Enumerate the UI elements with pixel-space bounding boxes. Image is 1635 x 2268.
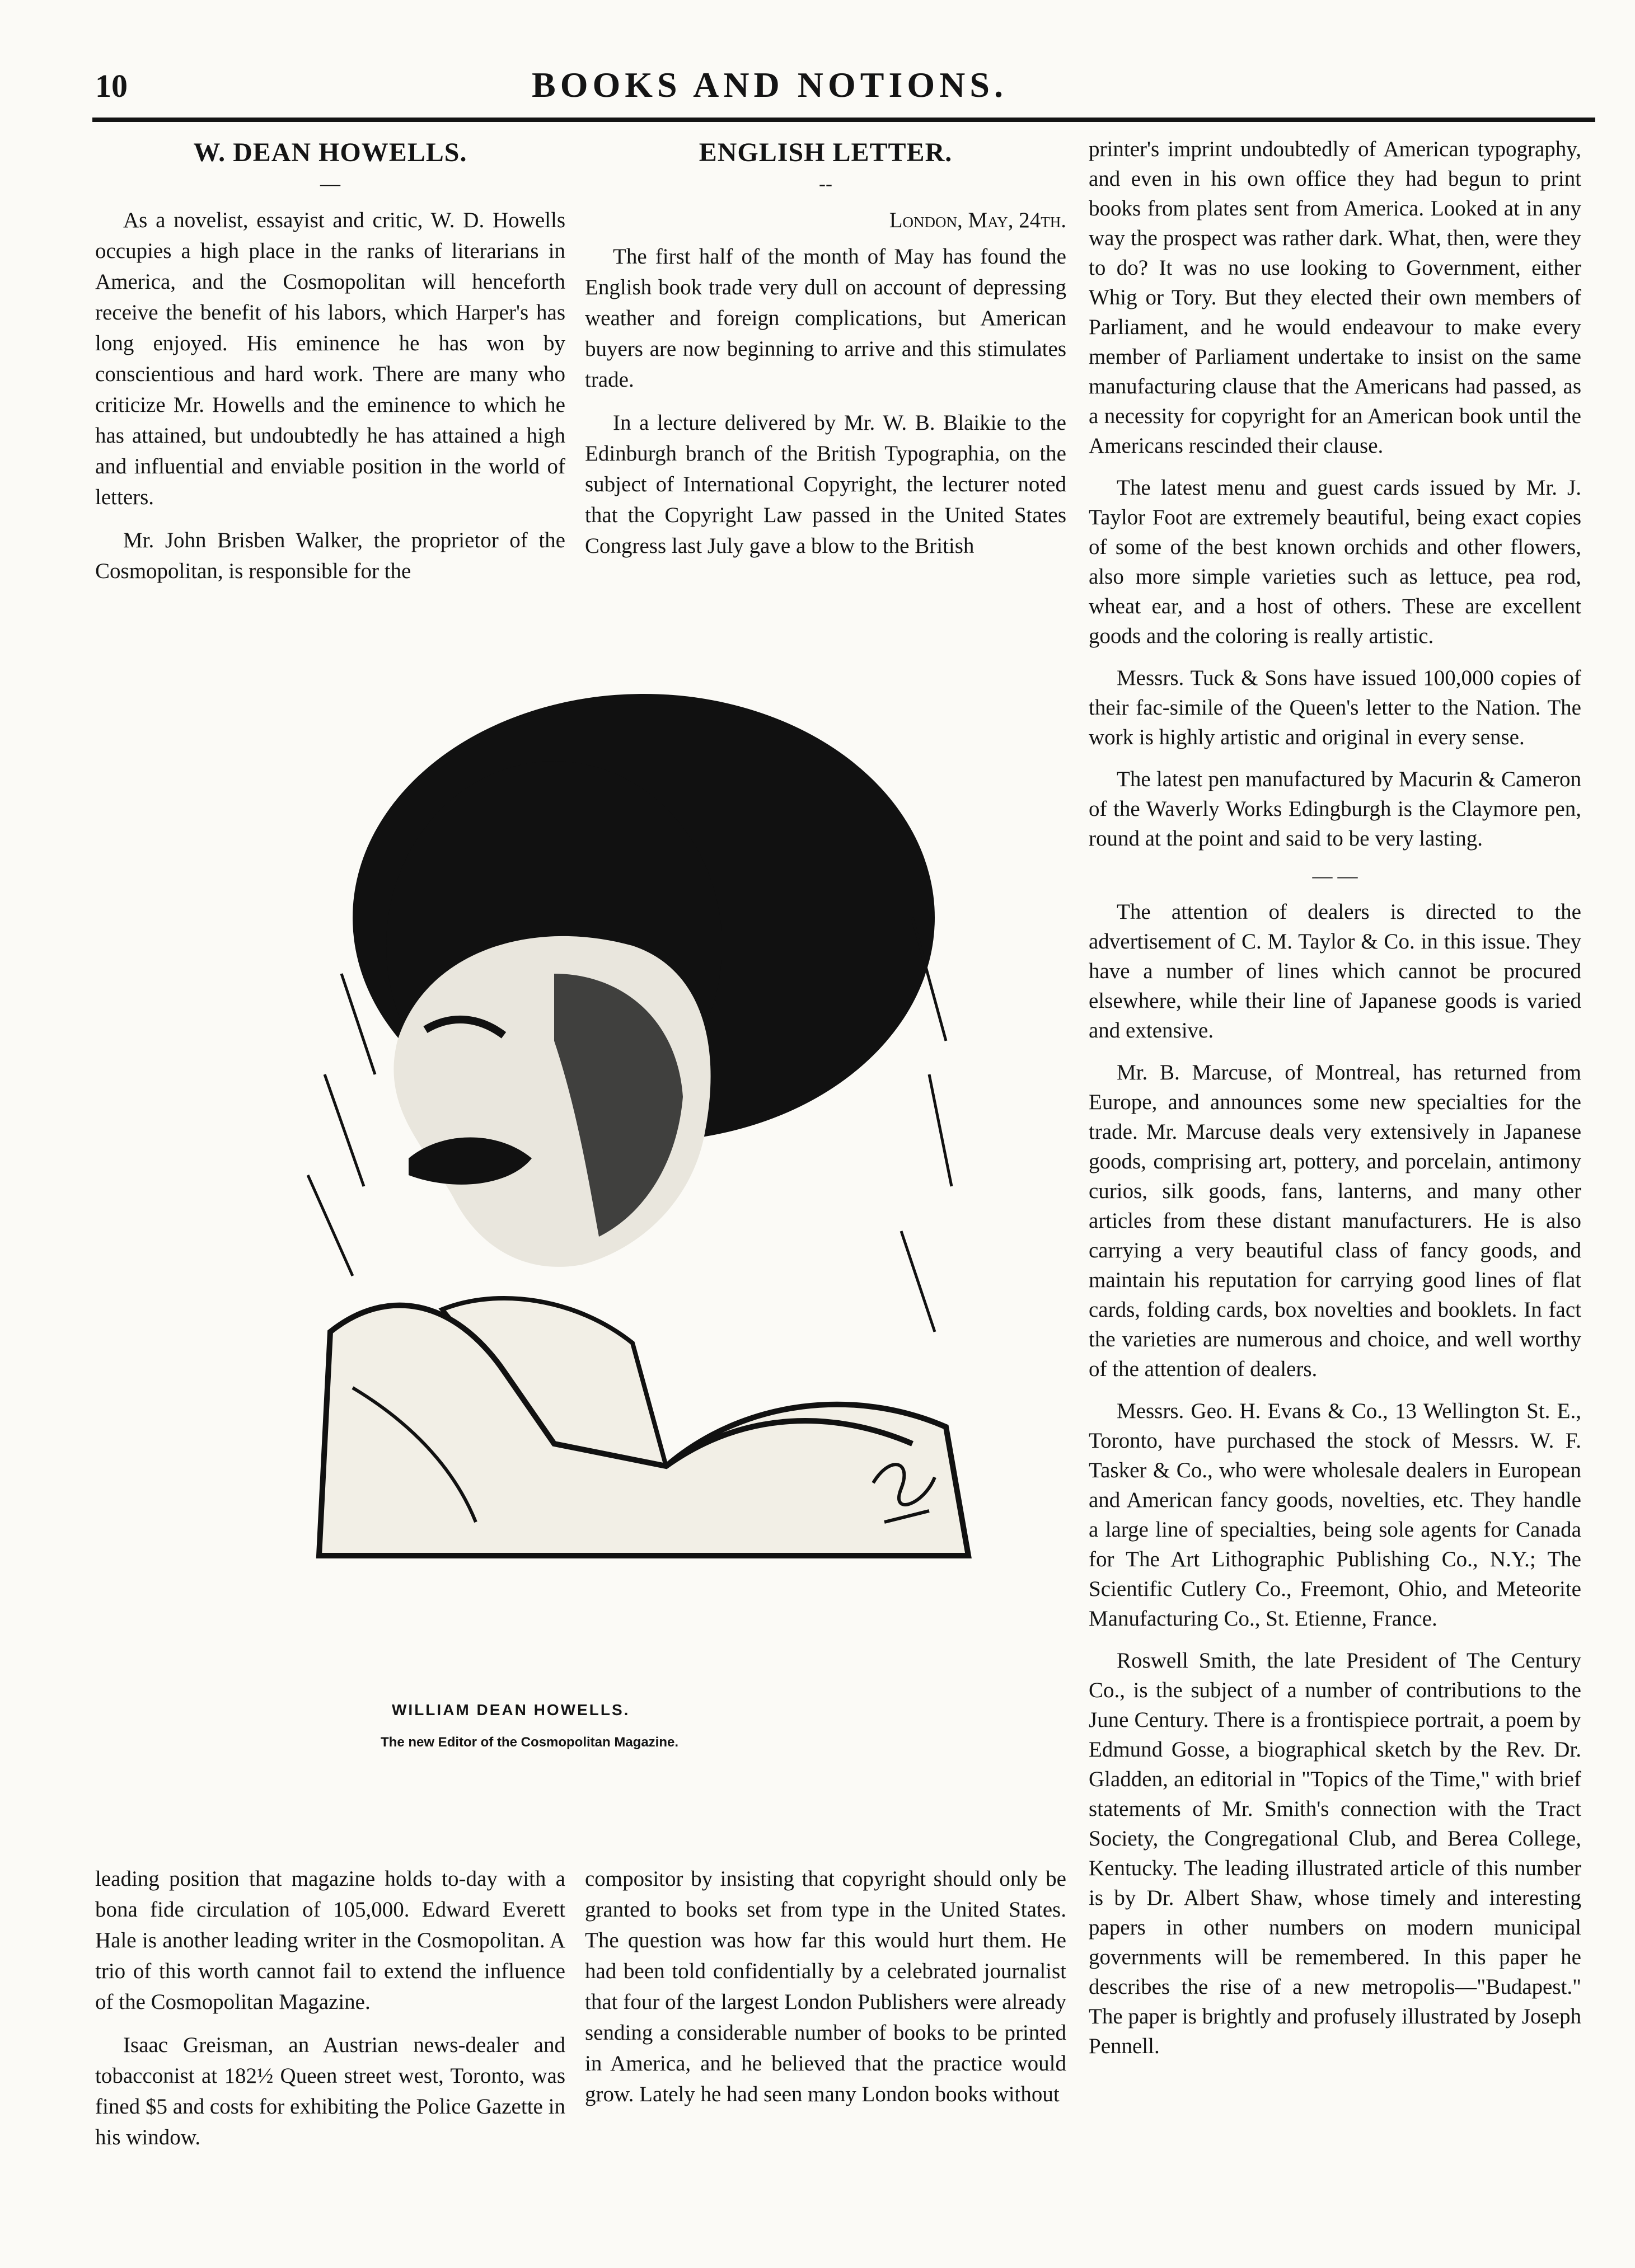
column-3 bbox=[1089, 134, 1581, 2073]
headline-dash: — bbox=[320, 172, 340, 195]
paragraph: printer's imprint undoubtedly of American typography, and even in his own office they had begun to print books from plates sent from America. Looked at in any way the prospect was rather dark. What, then, were they to do? It was no use looking to Government, either Whig or Tory. But they elected their own members of Parliament, and he would endeavour to make every member of Parliament undertake to insist on the same manufacturing clause that the Americans had passed, as a necessity for copyright for an American book until the Americans rescinded their clause. bbox=[1089, 137, 1581, 458]
column-2-bottom bbox=[585, 1863, 1066, 2122]
paragraph: Messrs. Geo. H. Evans & Co., 13 Wellington St. E., Toronto, have purchased the stock of Messrs. W. F. Tasker & Co., who were wholesale dealers in European and American fancy goods, novelties, etc. They handle a large line of specialties, being sole agents for Canada for The Art Lithographic Publishing Co., N.Y.; The Scientific Cutlery Co., Freemont, Ohio, and Meteorite Manufacturing Co., St. Etienne, France. bbox=[1089, 1399, 1581, 1631]
column-1-top bbox=[95, 137, 565, 599]
paragraph: The first half of the month of May has found the English book trade very dull on account of depressing weather and foreign complications, but American buyers are now beginning to arrive and this stimulates trade. bbox=[585, 245, 1066, 392]
page-number: 10 bbox=[95, 68, 128, 104]
paragraph: In a lecture delivered by Mr. W. B. Blaikie to the Edinburgh branch of the British Typographia, on the subject of International Copyright, the lecturer noted that the Copyright Law passed in the United States Congress last July gave a blow to the British bbox=[585, 411, 1066, 558]
paragraph: Mr. B. Marcuse, of Montreal, has returned from Europe, and announces some new specialties for the trade. Mr. Marcuse deals very extensively in Japanese goods, comprising art, pottery, and porcelain, antimony curios, silk goods, fans, lanterns, and many other articles from these distant manufacturers. He is also carrying a very beautiful class of fancy goods, and maintain his reputation for carrying good lines of flat cards, folding cards, box novelties and booklets. In fact the varieties are numerous and choice, and well worthy of the attention of dealers. bbox=[1089, 1060, 1581, 1381]
portrait-illustration bbox=[241, 683, 1024, 1701]
paragraph: Isaac Greisman, an Austrian news-dealer and tobacconist at 182½ Queen street west, Toronto, was fined $5 and costs for exhibiting the Police Gazette in his window. bbox=[95, 2033, 565, 2149]
paragraph: The latest pen manufactured by Macurin & Cameron of the Waverly Works Edingburgh is the Claymore pen, round at the point and said to be very lasting. bbox=[1089, 767, 1581, 851]
paragraph: Mr. John Brisben Walker, the proprietor of the Cosmopolitan, is responsible for the bbox=[95, 528, 565, 583]
paragraph: The attention of dealers is directed to the advertisement of C. M. Taylor & Co. in this issue. They have a number of lines which cannot be procured elsewhere, while their line of Japanese goods is varied and extensive. bbox=[1089, 900, 1581, 1043]
paragraph: As a novelist, essayist and critic, W. D. Howells occupies a high place in the ranks of literarians in America, and the Cosmopolitan will henceforth receive the benefit of his labors, which Harper's has long enjoyed. His eminence he has won by conscientious and hard work. There are many who criticize Mr. Howells and the eminence to which he has attained, but undoubtedly he has attained a high and influential and enviable position in the world of letters. bbox=[95, 208, 565, 509]
article-headline-english-letter: ENGLISH LETTER. bbox=[699, 138, 953, 167]
illustration-caption: WILLIAM DEAN HOWELLS. bbox=[392, 1701, 630, 1718]
column-2-top bbox=[585, 137, 1066, 574]
paragraph: leading position that magazine holds to-day with a bona fide circulation of 105,000. Edward Everett Hale is another leading writer in the Cosmopolitan. A trio of this worth cannot fail to extend the influence of the Cosmopolitan Magazine. bbox=[95, 1867, 565, 2014]
column-1-bottom bbox=[95, 1863, 565, 2165]
masthead: BOOKS AND NOTIONS. bbox=[532, 65, 1008, 105]
header-rule bbox=[92, 118, 1595, 122]
headline-dash: -- bbox=[819, 172, 832, 195]
article-headline-howells: W. DEAN HOWELLS. bbox=[193, 138, 467, 167]
paragraph: Messrs. Tuck & Sons have issued 100,000 copies of their fac-simile of the Queen's letter to the Nation. The work is highly artistic and original in every sense. bbox=[1089, 666, 1581, 749]
illustration-subcaption: The new Editor of the Cosmopolitan Magazine. bbox=[381, 1735, 679, 1750]
paragraph: Roswell Smith, the late President of The Century Co., is the subject of a number of contributions to the June Century. There is a frontispiece portrait, a poem by Edmund Gosse, a biographical sketch by the Rev. Dr. Gladden, an editorial in "Topics of the Time," with brief statements of Mr. Smith's connection with the Tract Society, the Congregational Club, and Berea College, Kentucky. The leading illustrated article of this number is by Dr. Albert Shaw, whose timely and interesting papers in other numbers on modern municipal governments will be remembered. In this paper he describes the rise of a new metropolis—"Budapest." The paper is brightly and profusely illustrated by Joseph Pennell. bbox=[1089, 1649, 1581, 2058]
paragraph: compositor by insisting that copyright should only be granted to books set from type in the United States. The question was how far this would hurt them. He had been told confidentially by a celebrated journalist that four of the largest London Publishers were already sending a considerable number of books to be printed in America, and he believed that the practice would grow. Lately he had seen many London books without bbox=[585, 1867, 1066, 2106]
dateline: London, May, 24th. bbox=[889, 208, 1066, 232]
paragraph: The latest menu and guest cards issued by Mr. J. Taylor Foot are extremely beautiful, being exact copies of some of the best known orchids and other flowers, also more simple varieties such as lettuce, pea rod, wheat ear, and a host of others. These are excellent goods and the coloring is really artistic. bbox=[1089, 476, 1581, 648]
section-separator: — — bbox=[1312, 865, 1358, 887]
